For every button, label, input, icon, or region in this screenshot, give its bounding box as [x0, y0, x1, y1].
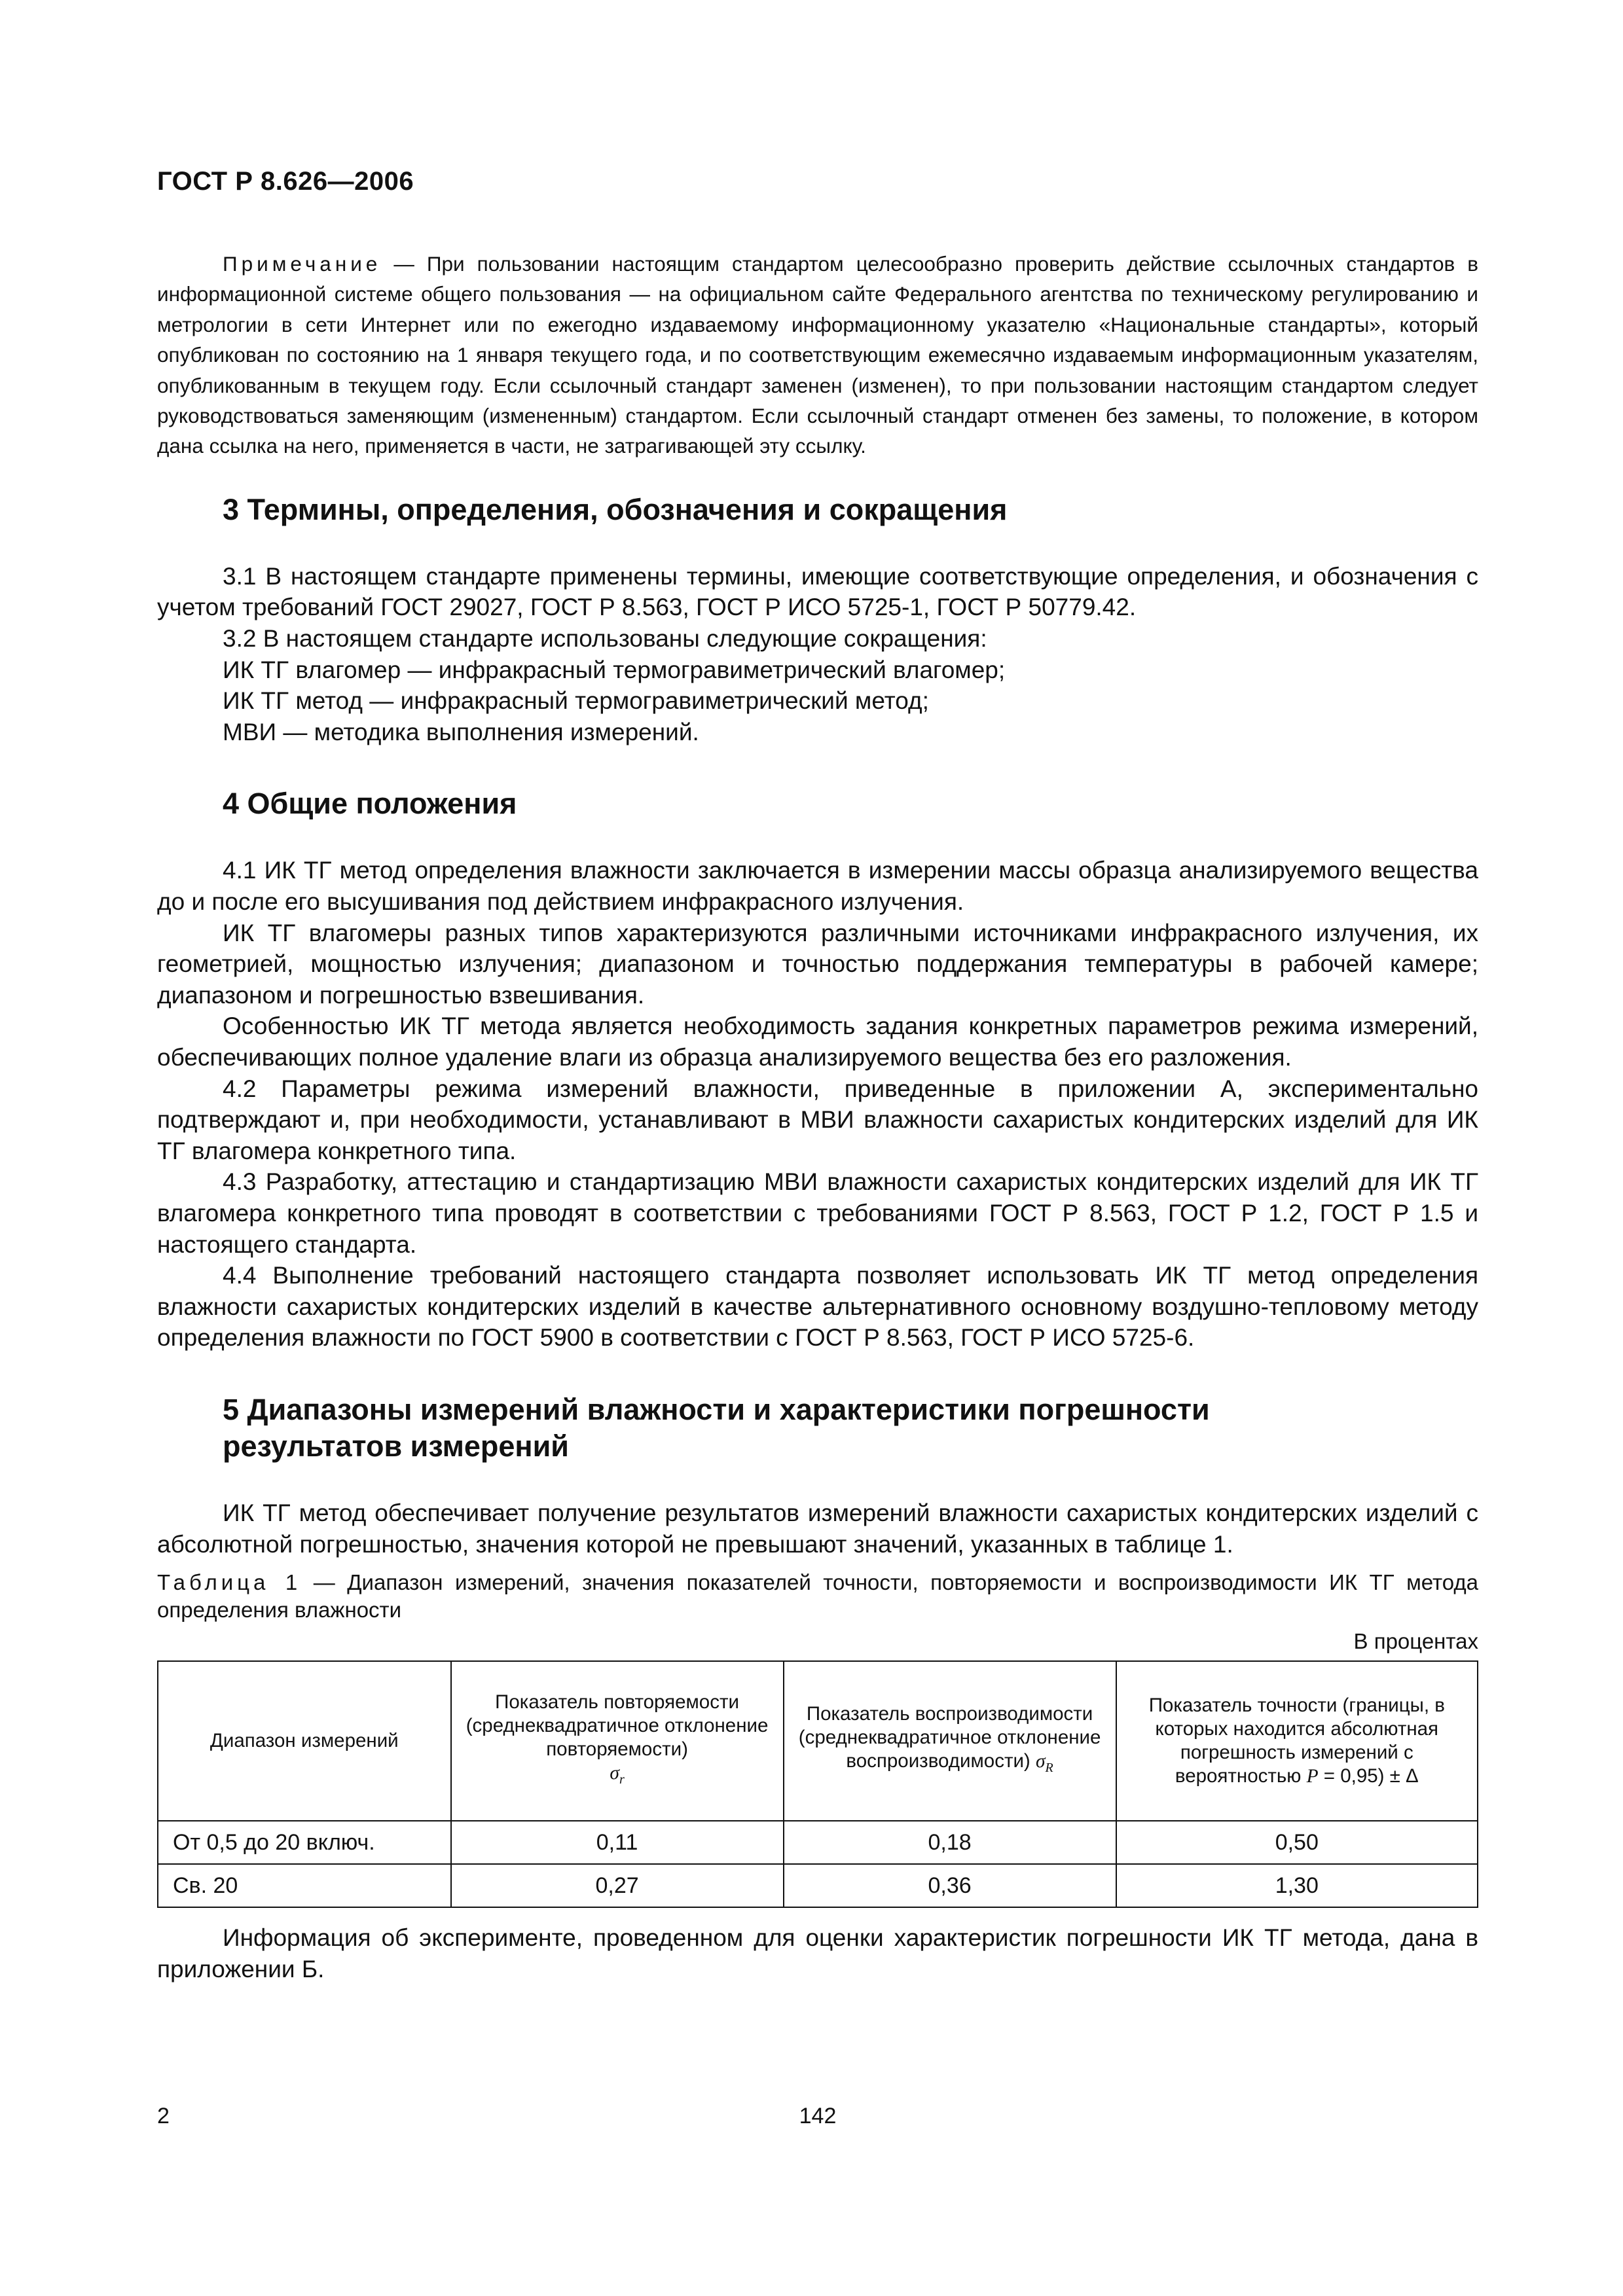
cell-range: От 0,5 до 20 включ.: [158, 1821, 451, 1864]
section-3-title: 3 Термины, определения, обозначения и сокращения: [223, 492, 1008, 526]
table-row: [158, 1821, 1478, 1864]
section-4-para-5: 4.3 Разработку, аттестацию и стандартизацию МВИ влажности сахаристых кондитерских изделий для ИК ТГ влагомера конкретного типа проводят в соответствии с требованиями ГОСТ Р 8.563, ГОСТ Р 1.2, ГОСТ Р 1.5 и настоящего стандарта.: [157, 1168, 1478, 1258]
header-range: Диапазон измерений: [158, 1661, 451, 1821]
section-3-body: [157, 561, 1478, 748]
cell-range: Св. 20: [158, 1864, 451, 1907]
header-accuracy-tail: = 0,95) ± Δ: [1323, 1765, 1419, 1787]
table-caption-label: Таблица 1: [157, 1570, 302, 1595]
document-page: [157, 167, 1478, 1984]
cell-accuracy: 1,30: [1116, 1864, 1478, 1907]
note-paragraph: [157, 249, 1478, 461]
page-footer: [157, 2104, 1478, 2136]
section-5-title: [157, 1391, 1478, 1465]
table-row: [158, 1864, 1478, 1907]
cell-repeatability: 0,11: [451, 1821, 784, 1864]
section-4-title: 4 Общие положения: [223, 787, 517, 821]
section-3-para-3: ИК ТГ влагомер — инфракрасный термогравиметрический влагомер;: [223, 656, 1006, 683]
section-5-para-1: ИК ТГ метод обеспечивает получение результатов измерений влажности сахаристых кондитерских изделий с абсолютной погрешностью, значения которой не превышают значений, указанных в таблице 1.: [157, 1499, 1478, 1558]
probability-symbol: P: [1306, 1766, 1319, 1787]
cell-reproducibility: 0,36: [784, 1864, 1116, 1907]
cell-reproducibility: 0,18: [784, 1821, 1116, 1864]
section-5-body: [157, 1498, 1478, 1560]
table-caption-text: — Диапазон измерений, значения показателей точности, повторяемости и воспроизводимости ИК ТГ метода определения влажности: [157, 1570, 1478, 1623]
header-accuracy-text: Показатель точности (границы, в которых находится абсолютная погрешность измерений с вероятностью: [1148, 1695, 1445, 1787]
section-4-para-1: 4.1 ИК ТГ метод определения влажности заключается в измерении массы образца анализируемого вещества до и после его высушивания под действием инфракрасного излучения.: [157, 857, 1478, 915]
cell-accuracy: 0,50: [1116, 1821, 1478, 1864]
table-header-row: [158, 1661, 1478, 1821]
section-5-title-line-1: 5 Диапазоны измерений влажности и характеристики погрешности: [223, 1392, 1210, 1426]
section-3-para-2: 3.2 В настоящем стандарте использованы следующие сокращения:: [223, 625, 987, 653]
document-number: 142: [799, 2104, 837, 2128]
note-label: Примечание: [223, 252, 382, 276]
header-accuracy: [1116, 1661, 1478, 1821]
header-reproducibility-text: Показатель воспроизводимости (среднеквадратичное отклонение воспроизводимости): [798, 1703, 1101, 1772]
section-3-para-4: ИК ТГ метод — инфракрасный термогравиметрический метод;: [223, 687, 929, 715]
section-3-para-1: 3.1 В настоящем стандарте применены термины, имеющие соответствующие определения, и обозначения с учетом требований ГОСТ 29027, ГОСТ Р 8.563, ГОСТ Р ИСО 5725-1, ГОСТ Р 50779.42.: [157, 562, 1478, 621]
sigma-r-symbol: σ: [610, 1763, 619, 1784]
data-table: [157, 1660, 1478, 1908]
section-4-para-3: Особенностью ИК ТГ метода является необходимость задания конкретных параметров режима измерений, обеспечивающих полное удаление влаги из образца анализируемого вещества без его разложения.: [157, 1013, 1478, 1071]
section-4-body: [157, 855, 1478, 1354]
page-number: 2: [157, 2104, 170, 2128]
table-caption: [157, 1569, 1478, 1624]
sigma-r-subscript: r: [619, 1772, 625, 1787]
section-3-para-5: МВИ — методика выполнения измерений.: [223, 718, 699, 745]
header-repeatability: [451, 1661, 784, 1821]
section-4-para-6: 4.4 Выполнение требований настоящего стандарта позволяет использовать ИК ТГ метод определения влажности сахаристых кондитерских изделий в качестве альтернативного основному воздушно-тепловому методу определения влажности по ГОСТ 5900 в соответствии с ГОСТ Р 8.563, ГОСТ Р ИСО 5725-6.: [157, 1262, 1478, 1352]
section-4-para-4: 4.2 Параметры режима измерений влажности, приведенные в приложении А, экспериментально подтверждают и, при необходимости, устанавливают в МВИ влажности сахаристых кондитерских изделий для ИК ТГ влагомера конкретного типа.: [157, 1075, 1478, 1164]
section-4-para-2: ИК ТГ влагомеры разных типов характеризуются различными источниками инфракрасного излучения, их геометрией, мощностью излучения; диапазоном и точностью поддержания температуры в рабочей камере; диапазоном и погрешностью взвешивания.: [157, 919, 1478, 1009]
sigma-R-symbol: σ: [1035, 1751, 1046, 1772]
note-text: — При пользовании настоящим стандартом целесообразно проверить действие ссылочных стандартов в информационной системе общего пользования — на официальном сайте Федерального агентства по техническому регулированию и метрологии в сети Интернет или по ежегодно издаваемому информационному указателю «Национальные стандарты», который опубликован по состоянию на 1 января текущего года, и по соответствующим ежемесячно издаваемым информационным указателям, опубликованным в текущем году. Если ссылочный стандарт заменен (изменен), то при пользовании настоящим стандартом следует руководствоваться заменяющим (измененным) стандартом. Если ссылочный стандарт отменен без замены, то положение, в котором дана ссылка на него, применяется в части, не затрагивающей эту ссылку.: [157, 252, 1478, 458]
document-header: ГОСТ Р 8.626—2006: [157, 167, 414, 196]
section-5-title-line-2: результатов измерений: [223, 1429, 569, 1463]
cell-repeatability: 0,27: [451, 1864, 784, 1907]
sigma-R-subscript: R: [1045, 1761, 1053, 1776]
header-reproducibility: [784, 1661, 1116, 1821]
header-repeatability-text: Показатель повторяемости (среднеквадратичное отклонение повторяемости): [465, 1691, 769, 1761]
table-units: В процентах: [1353, 1629, 1478, 1654]
after-table-paragraph: Информация об эксперименте, проведенном для оценки характеристик погрешности ИК ТГ метода, дана в приложении Б.: [157, 1924, 1478, 1982]
